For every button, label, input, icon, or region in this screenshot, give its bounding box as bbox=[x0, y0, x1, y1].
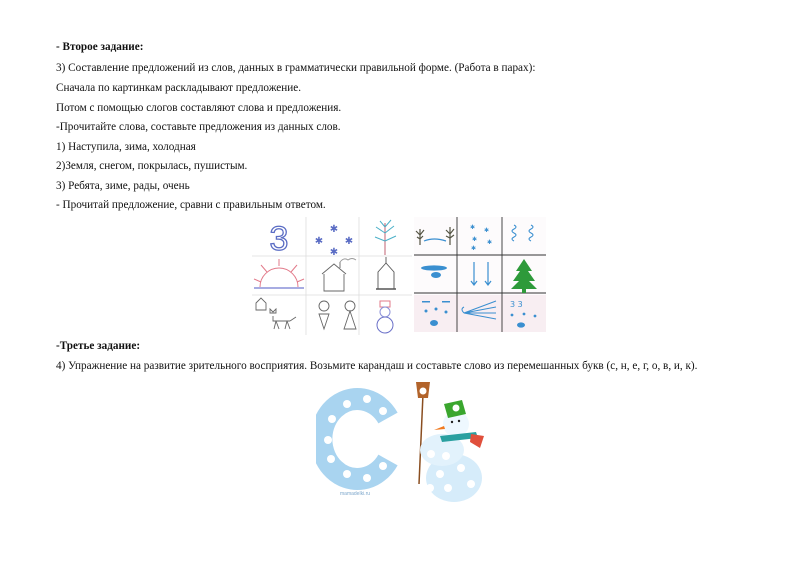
word-set-3: 3) Ребята, зиме, рады, очень bbox=[56, 180, 190, 192]
letter-c-icon bbox=[321, 395, 388, 482]
word-set-1: 1) Наступила, зима, холодная bbox=[56, 141, 196, 153]
image-watermark: mamadelki.ru bbox=[340, 491, 371, 497]
svg-text:✱: ✱ bbox=[329, 247, 339, 258]
snowman-with-broom-icon bbox=[416, 382, 484, 502]
svg-text:✱: ✱ bbox=[314, 236, 324, 247]
instruction-line: Потом с помощью слогов составляют слова и предложения. bbox=[56, 102, 342, 114]
pictogram-grid-drawings bbox=[252, 217, 412, 335]
svg-text:✱: ✱ bbox=[470, 224, 476, 231]
instruction-line: Сначала по картинкам раскладывают предложение. bbox=[56, 82, 302, 94]
svg-text:✱: ✱ bbox=[487, 239, 493, 246]
svg-text:✱: ✱ bbox=[344, 236, 354, 247]
pictogram-grid-symbols bbox=[414, 217, 546, 332]
svg-text:3 3: 3 3 bbox=[510, 300, 523, 309]
instruction-line: - Прочитай предложение, сравни с правильным ответом. bbox=[56, 199, 326, 211]
svg-text:✱: ✱ bbox=[471, 245, 477, 252]
task-4-title: 4) Упражнение на развитие зрительного восприятия. Возьмите карандаш и составьте слово из перемешанных букв (с, н, е, г, о, в, и, к). bbox=[56, 360, 698, 372]
task-3-title: 3) Составление предложений из слов, данных в грамматически правильной форме. (Работа в парах): bbox=[56, 62, 536, 74]
instruction-line: -Прочитайте слова, составьте предложения из данных слов. bbox=[56, 121, 341, 133]
svg-text:✱: ✱ bbox=[329, 224, 339, 235]
svg-text:✱: ✱ bbox=[484, 227, 490, 234]
letter-c-and-snowman bbox=[316, 378, 486, 508]
section-2-heading: - Второе задание: bbox=[56, 41, 144, 53]
svg-text:3: 3 bbox=[269, 220, 289, 258]
word-set-2: 2)Земля, снегом, покрылась, пушистым. bbox=[56, 160, 248, 172]
digit-3-icon bbox=[270, 220, 289, 258]
section-3-heading: -Третье задание: bbox=[56, 340, 141, 352]
svg-text:✱: ✱ bbox=[472, 236, 478, 243]
